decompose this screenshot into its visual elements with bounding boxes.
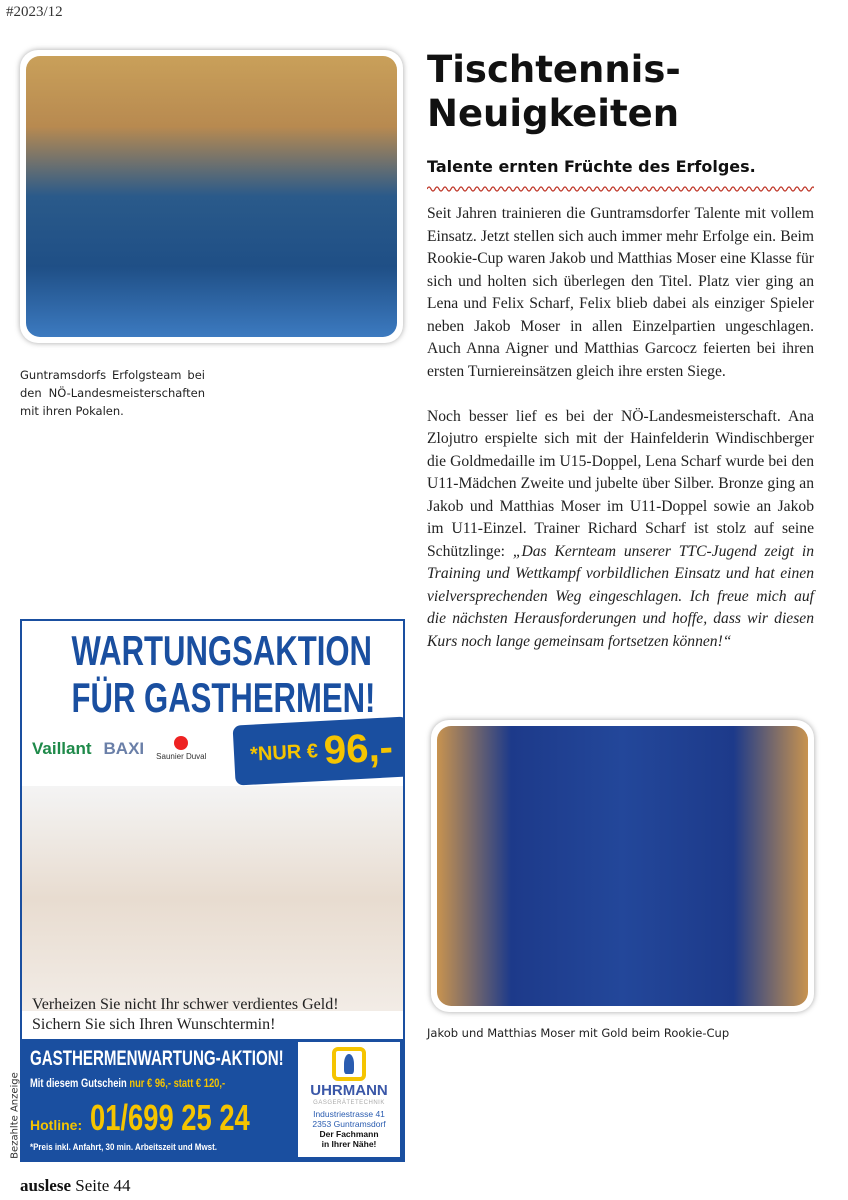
family-photo [22, 786, 403, 1011]
issue-number: #2023/12 [6, 4, 63, 20]
advertisement[interactable] [20, 619, 405, 1162]
ad-headline-line: FÜR GASTHERMEN! [71, 674, 376, 721]
slogan-line: Sichern Sie sich Ihren Wunschtermin! [32, 1016, 276, 1033]
article-subtitle: Talente ernten Früchte des Erfolges. [427, 157, 756, 176]
wave-line [427, 187, 814, 191]
price-value: 96,- [322, 724, 394, 773]
page-number: Seite 44 [75, 1176, 131, 1195]
hotline-label: Hotline: [30, 1117, 83, 1133]
team-photo-image [26, 56, 397, 337]
tagline-line: Der Fachmann [319, 1129, 379, 1139]
paid-ad-label: Bezahlte Anzeige [9, 1072, 21, 1159]
brand-logos [32, 736, 206, 761]
gold-photo-caption: Jakob und Matthias Moser mit Gold beim Rookie-Cup [427, 1026, 730, 1040]
brand-name: Saunier Duval [156, 752, 207, 761]
title-line: Tischtennis- [427, 48, 681, 91]
company-box [298, 1042, 400, 1157]
gold-photo-image [437, 726, 808, 1006]
company-tagline [298, 1129, 400, 1149]
team-photo [20, 50, 403, 343]
magazine-name: auslese [20, 1176, 71, 1195]
address-line: 2353 Guntramsdorf [312, 1119, 386, 1129]
address-line: Industriestrasse 41 [313, 1109, 385, 1119]
price-badge [233, 716, 405, 785]
slogan-line: Verheizen Sie nicht Ihr schwer verdientes Geld! [32, 996, 339, 1013]
team-photo-caption: Guntramsdorfs Erfolgsteam bei den NÖ-Landesmeisterschaften mit ihren Pokalen. [20, 368, 205, 418]
ad-slogan [32, 995, 339, 1035]
voucher-price: nur € 96,- statt € 120,- [129, 1076, 226, 1090]
flame-logo-icon [332, 1047, 366, 1081]
price-prefix: *NUR € [249, 739, 319, 766]
tagline-line: in Ihrer Nähe! [321, 1139, 377, 1149]
gold-photo [431, 720, 814, 1012]
company-address [298, 1109, 400, 1129]
trainer-quote: „Das Kernteam unserer TTC-Jugend zeigt in Training und Wettkampf vorbildlichen Einsatz und hat einen vielversprechenden Weg eingeschlagen. Ich freue mich auf die nächsten Herausforderungen und hoffe, dass wir diesen Kurs noch lange gemeinsam fortsetzen können!“ [427, 542, 814, 650]
saunier-duval-icon [174, 736, 188, 750]
saunier-duval-logo [156, 736, 206, 761]
wave-divider [427, 184, 814, 194]
vaillant-logo: Vaillant [32, 738, 92, 758]
voucher-label: Mit diesem Gutschein [30, 1076, 127, 1090]
company-name: UHRMANN [310, 1082, 388, 1099]
title-line: Neuigkeiten [427, 92, 680, 135]
paragraph [427, 406, 814, 654]
company-subtitle: GASGERÄTETECHNIK [313, 1100, 385, 1106]
paragraph-text: Noch besser lief es bei der NÖ-Landesmeisterschaft. Ana Zlojutro erspielte sich mit der Hainfelderin Windischberger die Goldmedaille im U15-Doppel, Lena Scharf wurde bei den U11-Mädchen Zweite und jubelte über Silber. Bronze ging an Jakob und Matthias Moser im U11-Doppel sowie an Jakob im U11-Einzel. Trainer Richard Scharf ist stolz auf seine Schützlinge: [427, 407, 814, 560]
baxi-logo: BAXI [103, 738, 145, 758]
ad-headline [22, 627, 403, 721]
voucher-text [30, 1076, 225, 1090]
article-body [427, 203, 814, 676]
page-footer [20, 1176, 131, 1196]
ad-headline-line: WARTUNGSAKTION [71, 627, 372, 674]
hotline[interactable] [30, 1097, 300, 1139]
banner-title: GASTHERMENWARTUNG-AKTION! [30, 1047, 284, 1070]
article-title [427, 48, 681, 136]
paragraph: Seit Jahren trainieren die Guntramsdorfer Talente mit vollem Einsatz. Jetzt stellen sich auch immer mehr Erfolge ein. Beim Rookie-Cup waren Jakob und Matthias Moser eine Klasse für sich und holten sich überlegen den Titel. Platz vier ging an Lena und Felix Scharf, Felix blieb dabei als einziger Spieler neben Jakob Moser in allen Einzelpartien ungeschlagen. Auch Anna Aigner und Matthias Garcocz feierten bei ihren ersten Turniereinsätzen gleich ihre ersten Siege. [427, 205, 814, 380]
hotline-number[interactable]: 01/699 25 24 [90, 1097, 250, 1138]
price-footnote: *Preis inkl. Anfahrt, 30 min. Arbeitszeit und Mwst. [30, 1142, 217, 1153]
ad-banner [22, 1039, 403, 1160]
